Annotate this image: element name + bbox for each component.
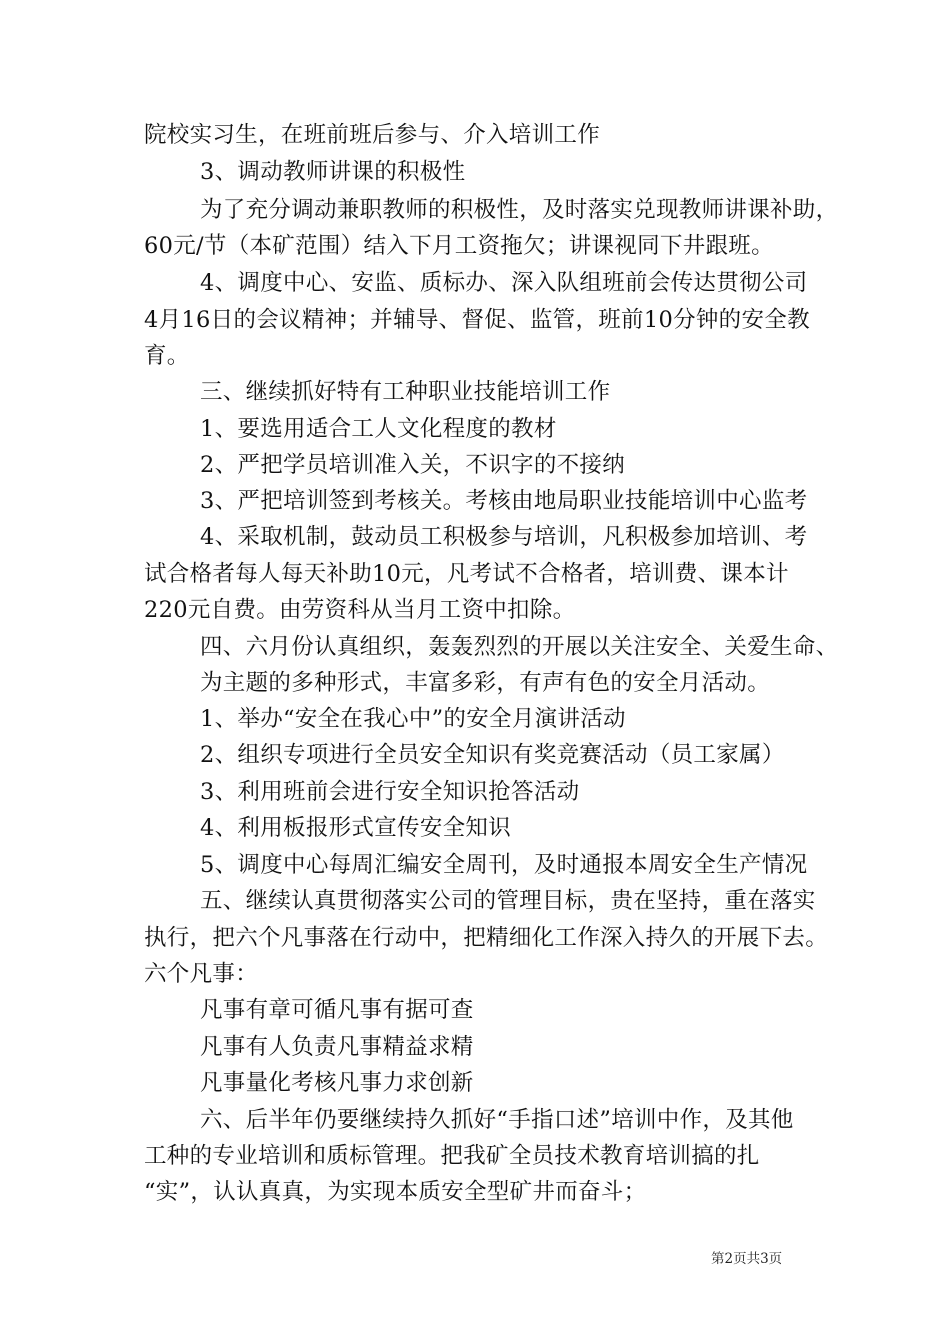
text-line: 4、调度中心、安监、质标办、深入队组班前会传达贯彻公司 <box>200 270 808 296</box>
section-heading: 六、后半年仍要继续持久抓好“手指口述”培训中作，及其他 <box>200 1107 794 1133</box>
text-line: 为了充分调动兼职教师的积极性，及时落实兑现教师讲课补助， <box>200 197 839 223</box>
text-line: 220元自费。由劳资科从当月工资中扣除。 <box>144 597 576 623</box>
text-line: 1、要选用适合工人文化程度的教材 <box>200 416 557 442</box>
text-line: 3、调动教师讲课的积极性 <box>200 159 466 185</box>
text-line: 60元/节（本矿范围）结入下月工资拖欠；讲课视同下井跟班。 <box>144 233 774 259</box>
section-heading: 三、继续抓好特有工种职业技能培训工作 <box>200 379 611 405</box>
text-line: 4月16日的会议精神；并辅导、督促、监管，班前10分钟的安全教 <box>144 307 810 333</box>
text-line: 凡事量化考核凡事力求创新 <box>200 1070 474 1096</box>
text-line: 1、举办“安全在我心中”的安全月演讲活动 <box>200 706 626 732</box>
text-line: 5、调度中心每周汇编安全周刊，及时通报本周安全生产情况 <box>200 852 808 878</box>
text-line: 院校实习生，在班前班后参与、介入培训工作 <box>144 122 601 148</box>
text-line: 4、利用板报形式宣传安全知识 <box>200 815 512 841</box>
page-number: 第2页共3页 <box>711 1251 783 1267</box>
text-line: 试合格者每人每天补助10元，凡考试不合格者，培训费、课本计 <box>144 561 789 587</box>
text-line: 执行，把六个凡事落在行动中，把精细化工作深入持久的开展下去。 <box>144 925 829 951</box>
section-heading: 四、六月份认真组织，轰轰烈烈的开展以关注安全、关爱生命、 <box>200 634 839 660</box>
text-line: 2、组织专项进行全员安全知识有奖竞赛活动（员工家属） <box>200 742 785 768</box>
text-line: “实”，认认真真，为实现本质安全型矿井而奋斗； <box>144 1179 647 1205</box>
text-line: 为主题的多种形式，丰富多彩，有声有色的安全月活动。 <box>200 670 771 696</box>
text-line: 六个凡事： <box>144 961 259 987</box>
text-line: 3、严把培训签到考核关。考核由地局职业技能培训中心监考 <box>200 488 808 514</box>
text-line: 育。 <box>144 343 190 369</box>
text-line: 2、严把学员培训准入关，不识字的不接纳 <box>200 452 626 478</box>
section-heading: 五、继续认真贯彻落实公司的管理目标，贵在坚持，重在落实 <box>200 888 816 914</box>
text-line: 4、采取机制，鼓动员工积极参与培训，凡积极参加培训、考 <box>200 524 808 550</box>
text-line: 工种的专业培训和质标管理。把我矿全员技术教育培训搞的扎 <box>144 1143 760 1169</box>
text-line: 凡事有章可循凡事有据可查 <box>200 997 474 1023</box>
text-line: 凡事有人负责凡事精益求精 <box>200 1034 474 1060</box>
text-line: 3、利用班前会进行安全知识抢答活动 <box>200 779 580 805</box>
